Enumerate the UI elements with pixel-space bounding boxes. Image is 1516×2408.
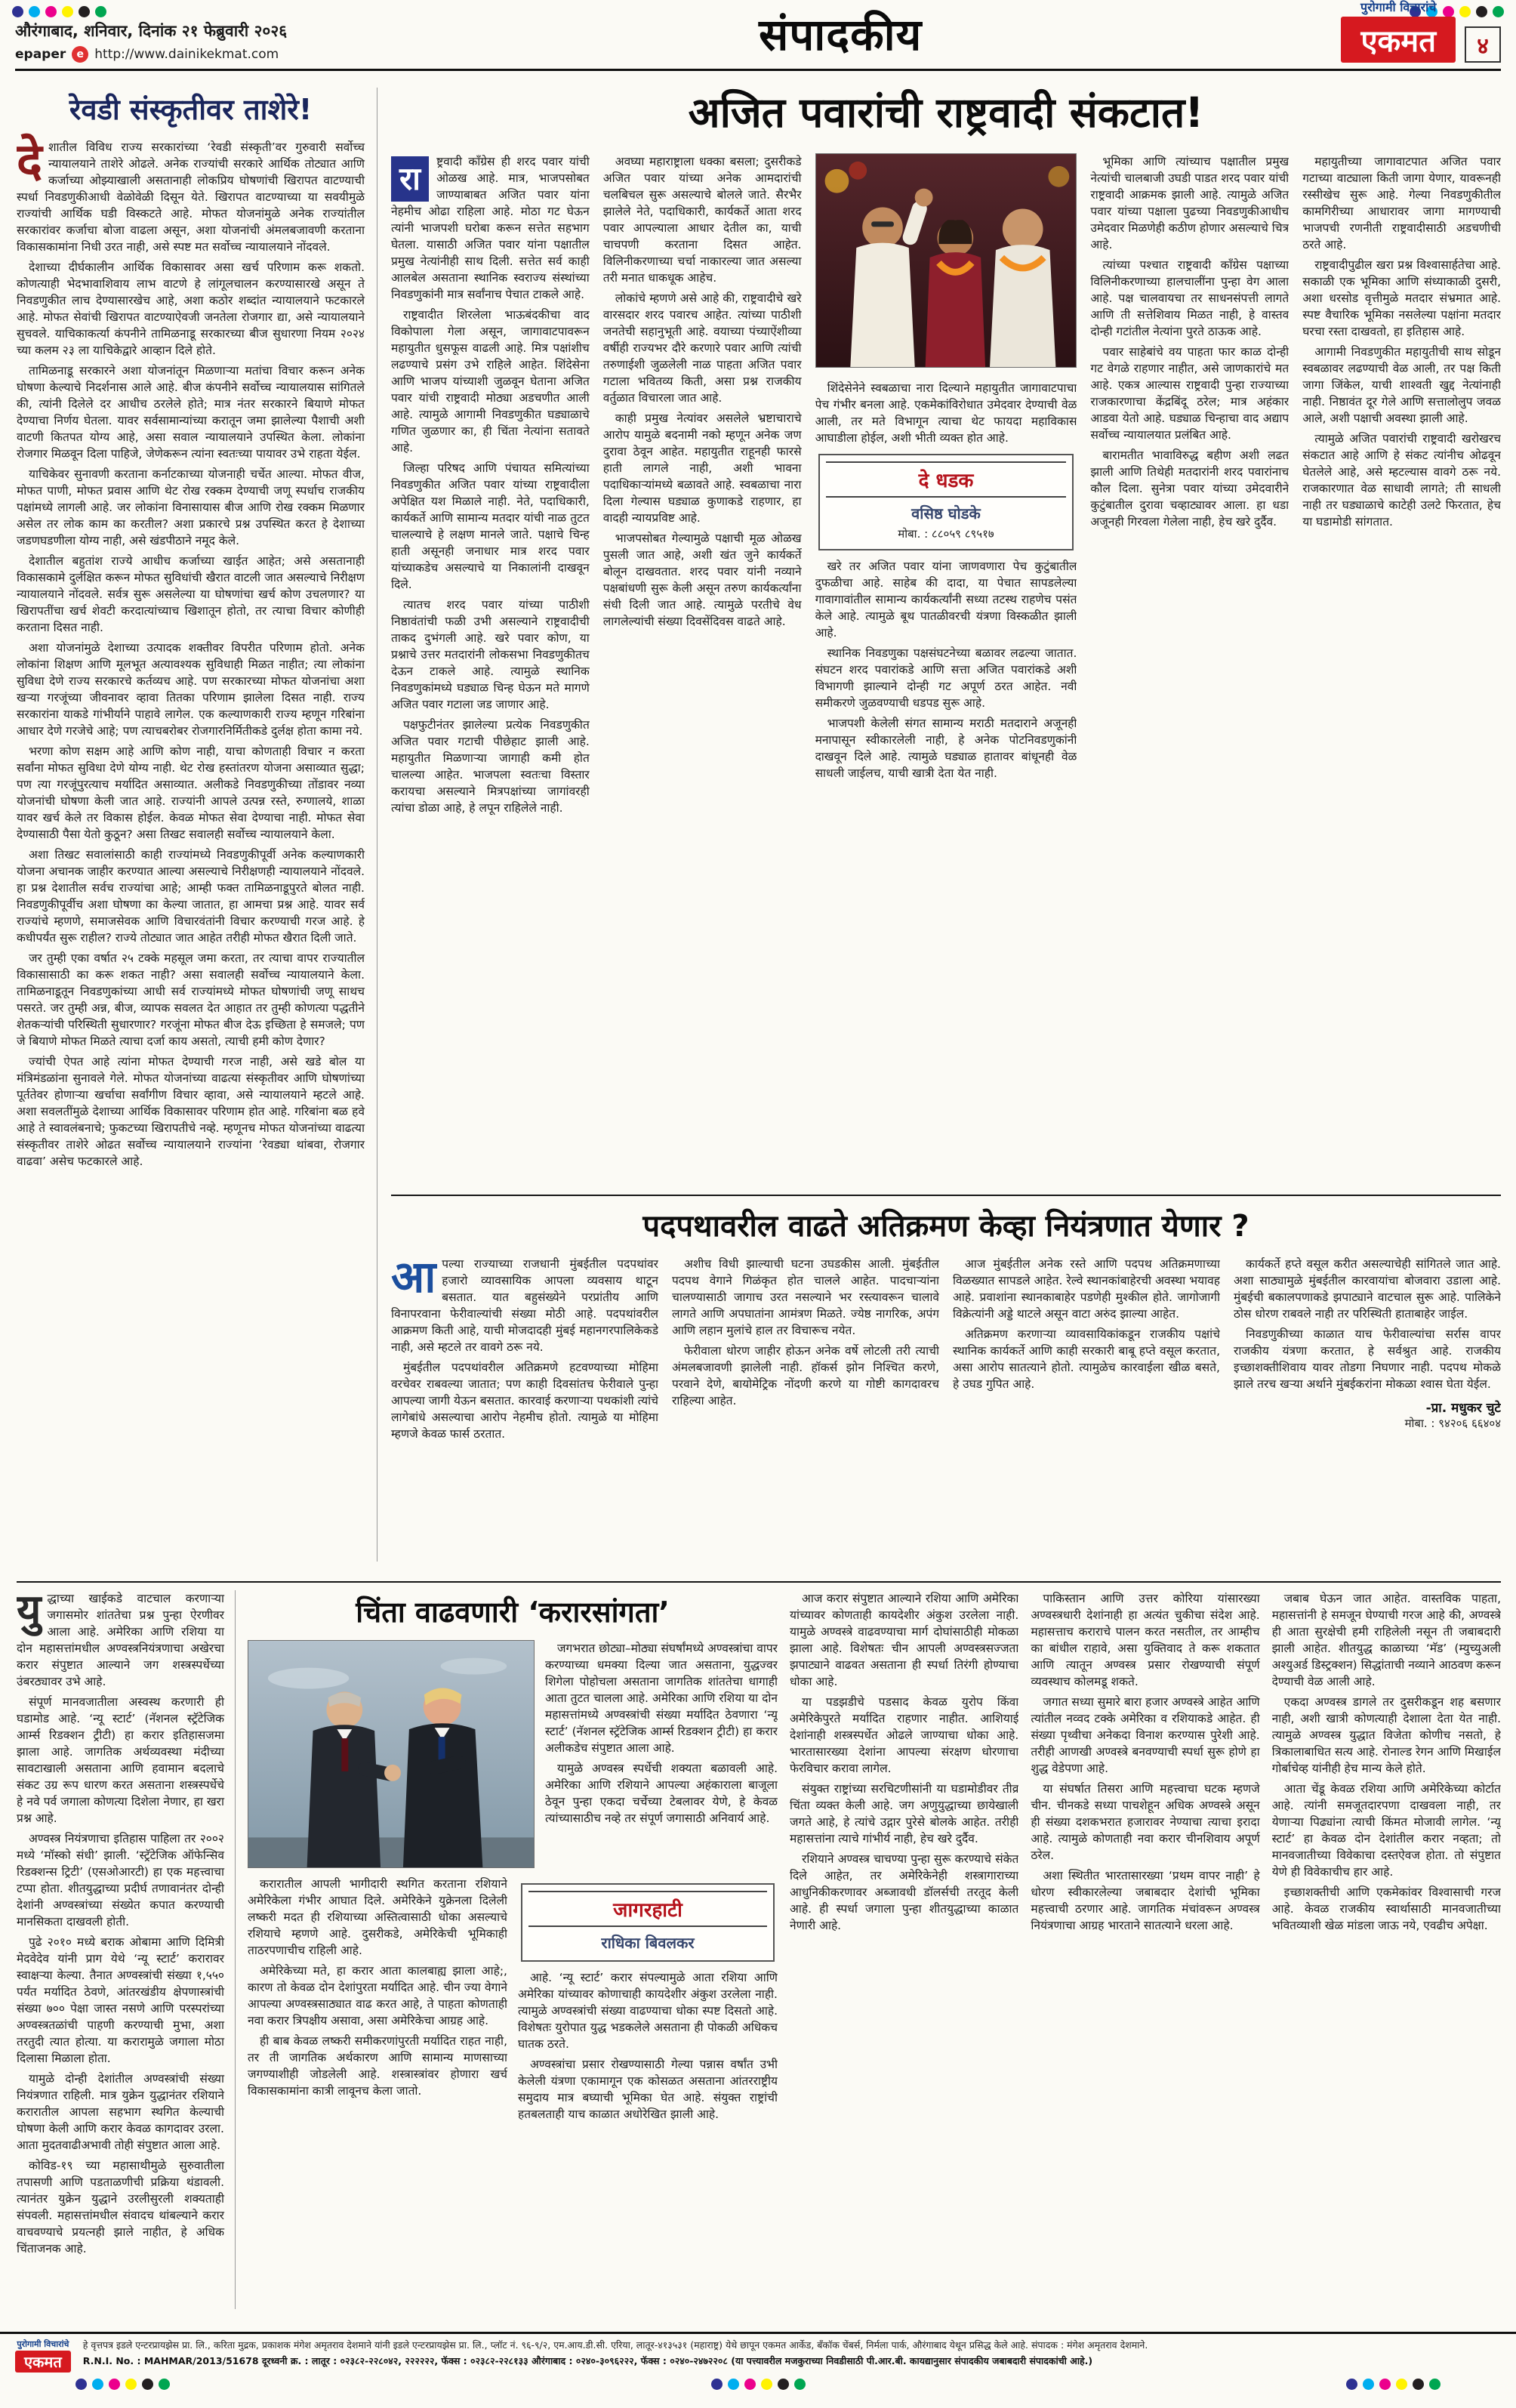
section-title: संपादकीय [759, 9, 923, 60]
body-paragraph: भूमिका आणि त्यांच्याच पक्षातील प्रमुख नेत्यांची चालबाजी उघडी पाडत शरद पवार यांची राष्ट्रवादी आक्रमक झाली आहे. त्यामुळे अजित पवार यांच्या पक्षाला पुढच्या निवडणुकीआधीच उमेदवार मिळणेही कठीण होणार असल्याचे चित्र आहे. [1090, 155, 1290, 251]
body-paragraph: अण्वस्त्रांचा प्रसार रोखण्यासाठी गेल्या पन्नास वर्षांत उभी केलेली यंत्रणा एकामागून एक कोसळत असताना आंतरराष्ट्रीय समुदाय मात्र बघ्याची भूमिका घेत आहे. संयुक्त राष्ट्रांची हतबलताही याच काळात अधोरेखित झाली आहे. [518, 2058, 778, 2121]
registration-dot [12, 6, 23, 17]
body-paragraph: देशाच्या दीर्घकालीन आर्थिक विकासावर असा खर्च परिणाम करू शकतो. कोणत्याही भेदभावाशिवाय लाभ वाटणे हे लांगूलचालन करण्यासारखे असून ते निवडणुकीत लाच देण्यासारखेच आहे, अशा कठोर शब्दांत न्यायालयाने फटकारले आहे. मोफत सेवांची खिरापत वाटण्याऐवजी जनतेला रोजगार द्या, असे न्यायालयाने सुचवले. याचिकाकर्त्या कंपनीने तामिळनाडू सरकारच्या बीज सुधारणा नियम २०२४ च्या कलम २३ ला याचिकेद्वारे आव्हान दिले होते. [17, 261, 365, 357]
footer-registration-row [15, 2379, 1501, 2390]
article-headline: पदपथावरील वाढते अतिक्रमण केव्हा नियंत्रणात येणार ? [642, 1209, 1249, 1244]
epaper-row [15, 46, 340, 63]
lead-paragraph [17, 1590, 224, 1690]
lead-text: पल्या राज्याच्या राजधानी मुंबईतील पदपथांवर हजारो व्यावसायिक आपला व्यवसाय थाटून बसतात. यात बहुसंख्येने परप्रांतीय आणि विनापरवाना फेरीवाल्यांची संख्या मोठी आहे. पदपथांवरील आक्रमण किती आहे, याची मोजदादही मुंबई महानगरपालिकेकडे नाही, असे म्हटले तर वावगे ठरू नये. [391, 1257, 658, 1354]
column-paragraphs [1031, 1590, 1259, 1934]
column-paragraphs [248, 1876, 507, 2099]
article-body [17, 134, 365, 1170]
registration-dot [45, 6, 57, 17]
registration-dot [62, 6, 73, 17]
byline: -प्रा. मधुकर चुटे [1425, 1401, 1501, 1416]
article-ajit-pawar-ncp [391, 83, 1501, 1173]
footer-brand [15, 2339, 71, 2373]
column-title: जागरहाटी [528, 1891, 767, 1927]
column-paragraphs [1090, 153, 1289, 530]
drop-cap: यु [17, 1590, 42, 1635]
registration-dot [778, 2379, 789, 2390]
body-paragraph: पुढे २०१० मध्ये बराक ओबामा आणि दिमित्री मेदवेदेव यांनी प्राग येथे ‘न्यू स्टार्ट’ करारावर स्वाक्षऱ्या केल्या. तैनात अण्वस्त्रांची संख्या १,५५० पर्यंत मर्यादित ठेवणे, आंतरखंडीय क्षेपणास्त्रांची संख्या ७०० पेक्षा जास्त नसणे आणि परस्परांच्या अण्वस्त्रतळांची पाहणी करण्याची मुभा, अशा तरतुदी त्यात होत्या. या करारामुळे जगाला मोठा दिलासा मिळाला होता. [17, 1935, 224, 2065]
article-body-column [790, 1590, 1018, 2309]
column-paragraphs [391, 307, 590, 816]
body-paragraph: आगामी निवडणुकीत महायुतीची साथ सोडून स्वबळावर लढण्याची वेळ आली, तर पक्ष किती जागा जिंकेल, याची शाश्वती खुद्द नेत्यांनाही नाही. निष्ठावंत दूर गेले आणि सत्तालोलुप जवळ आले, अशी पक्षाची अवस्था झाली आहे. [1302, 345, 1501, 425]
newspaper-brand [1341, 0, 1456, 63]
body-paragraph: फेरीवाला धोरण जाहीर होऊन अनेक वर्षे लोटली तरी त्याची अंमलबजावणी झालेली नाही. हॉकर्स झोन निश्चित करणे, परवाने देणे, बायोमेट्रिक नोंदणी करणे या गोष्टी कागदावरच राहिल्या आहेत. [672, 1344, 939, 1407]
lead-text: शातील विविध राज्य सरकारांच्या ‘रेवडी संस्कृती’वर गुरुवारी सर्वोच्च न्यायालयाने ताशेरे ओढले. अनेक राज्यांची सरकारे आर्थिक तोट्यात आणि कर्जाच्या ओझ्याखाली असतानाही लोकप्रिय घोषणांची खिरापत वाटण्याची स्पर्धा निवडणुकीआधी वेळोवेळी दिसून येते. खिरापत वाटण्याच्या या सवयीमुळे राज्यांची आर्थिक घडी विस्कटते आहे. मोफत योजनांमुळे अनेक राज्यांतील सरकारांवर कर्जाचा बोजा वाढला असून, अशा योजनांची अंमलबजावणी करताना विकासकामांना निधी उरत नाही, असे स्पष्ट मत सर्वोच्च न्यायालयाने नोंदवले. [17, 140, 365, 254]
body-paragraph: इच्छाशक्तीची आणि एकमेकांवर विश्वासाची गरज आहे. केवळ राजकीय स्वार्थासाठी मानवजातीच्या भवितव्याशी खेळ मांडला जाऊ नये, एवढीच अपेक्षा. [1271, 1885, 1501, 1932]
body-paragraph: त्यामुळे अजित पवारांची राष्ट्रवादी खरोखरच संकटात आहे आणि हे संकट त्यांनीच ओढवून घेतलेले आहे, असे म्हटल्यास वावगे ठरू नये. राजकारणात वेळ साधावी लागते; ती साधली नाही तर घड्याळाचे काटेही उलटे फिरतात, हेच या घडामोडी सांगतात. [1302, 432, 1501, 529]
registration-dot [75, 2379, 87, 2390]
body-paragraph: स्थानिक निवडणुका पक्षसंघटनेच्या बळावर लढल्या जातात. संघटन शरद पवारांकडे आणि सत्ता अजित पवारांकडे अशी विभागणी झाल्याने दोन्ही गट अपूर्ण ठरत आहेत. नवी समीकरणे जुळवण्याची धडपड सुरू आहे. [815, 646, 1077, 710]
body-paragraph: याचिकेवर सुनावणी करताना कर्नाटकाच्या योजनाही चर्चेत आल्या. मोफत वीज, मोफत पाणी, मोफत प्रवास आणि थेट रोख रक्कम देण्याची जणू स्पर्धाच राजकीय पक्षांमध्ये लागली आहे. जर लोकांना विनासायास बीज आणि रोख रक्कम मिळणार असेल तर लोक काम का करतील? अशा प्रकारचे प्रश्न उपस्थित करत हे देशाच्या जडणघडणीला योग्य नाही, असे खंडपीठाने नमूद केले. [17, 467, 365, 547]
article-headline: रेवडी संस्कृतीवर ताशेरे! [69, 93, 313, 126]
byline-mobile: मोबा. : ९४२०६ ६६४०४ [1404, 1417, 1501, 1430]
columnist-box [521, 1883, 775, 1962]
body-paragraph: लोकांचे म्हणणे असे आहे की, राष्ट्रवादीचे खरे वारसदार शरद पवारच आहेत. त्यांच्या पाठीशी जनतेची सहानुभूती आहे. वयाच्या पंच्याऐंशीव्या वर्षीही राज्यभर दौरे करणारे पवार आणि त्यांची तरुणाईशी जुळलेली नाळ पाहता अजित पवार गटाला भवितव्य किती, असा प्रश्न राजकीय वर्तुळात विचारला जात आहे. [602, 291, 802, 405]
article-body-column [17, 1590, 236, 2309]
body-paragraph: महायुतीच्या जागावाटपात अजित पवार गटाच्या वाट्याला किती जागा येणार, यावरूनही रस्सीखेच सुरू आहे. गेल्या निवडणुकीतील कामगिरीच्या आधारावर जागा मागण्याची भाजपची रणनीती राष्ट्रवादीसाठी अडचणीची ठरते आहे. [1302, 155, 1501, 251]
registration-dot [109, 2379, 120, 2390]
epaper-label: epaper [15, 47, 66, 62]
body-paragraph: त्यातच शरद पवार यांच्या पाठीशी निष्ठावंतांची फळी उभी असल्याने राष्ट्रवादीची ताकद दुभंगली आहे. खरे पवार कोण, या प्रश्नाचे उत्तर मतदारांनी लोकसभा निवडणुकीतच देऊन टाकले आहे. त्यामुळे स्थानिक निवडणुकांमध्ये घड्याळ चिन्ह घेऊन मते मागणे अजित पवार गटाला जड जाणार आहे. [391, 598, 590, 711]
body-paragraph: बारामतीत भावाविरुद्ध बहीण अशी लढत झाली आणि तिथेही मतदारांनी शरद पवारांनाच कौल दिला. सुनेत्रा पवार यांच्या उमेदवारीने कुटुंबातील दुरावा चव्हाट्यावर आला. हा धडा अजूनही गिरवला गेलेला नाही, हेच खरे दुर्दैव. [1090, 449, 1290, 529]
body-paragraph: आता चेंडू केवळ रशिया आणि अमेरिकेच्या कोर्टात आहे. त्यांनी समजूतदारपणा दाखवला नाही, तर येणाऱ्या पिढ्यांना त्याची किंमत मोजावी लागेल. ‘न्यू स्टार्ट’ हा केवळ दोन देशांतील करार नव्हता; तो मानवजातीच्या विवेकाचा दस्तऐवज होता. तो संपुष्टात येणे ही विवेकाचीच हार आहे. [1271, 1782, 1501, 1879]
print-registration-marks [1346, 2379, 1441, 2390]
article-body-column [248, 1876, 507, 2321]
column-paragraphs [1234, 1256, 1501, 1392]
body-paragraph: रशियाने अण्वस्त्र चाचण्या पुन्हा सुरू करण्याचे संकेत दिले आहेत, तर अमेरिकेनेही शस्त्रागाराच्या आधुनिकीकरणावर अब्जावधी डॉलर्सची तरतूद केली आहे. ही स्पर्धा जगाला पुन्हा शीतयुद्धाच्या काळात नेणारी आहे. [790, 1852, 1019, 1932]
lead-text: ष्ट्रवादी काँग्रेस ही शरद पवार यांची ओळख आहे. मात्र, भाजपसोबत जाण्याबाबत अजित पवार यांना नेहमीच ओढा राहिला आहे. मोठा गट घेऊन त्यांनी भाजपशी घरोबा करून सत्तेत सहभाग घेतला. यासाठी अजित पवार यांना पक्षातील प्रमुख नेत्यांनीही साथ दिली. सत्तेत सर्व काही आलबेल असताना स्थानिक स्वराज्य संस्थांच्या निवडणुकांनी मात्र सर्वांनाच पेचात टाकले आहे. [391, 155, 590, 301]
article-headline: अजित पवारांची राष्ट्रवादी संकटात! [688, 88, 1204, 137]
lead-paragraph [17, 134, 365, 255]
article-body-column [1272, 1590, 1501, 2309]
article-body-column [1302, 153, 1501, 1170]
column-title: दे धडक [826, 461, 1067, 498]
article-body [17, 1590, 1501, 2309]
brand-tagline: पुरोगामी विचारांचे [17, 2339, 69, 2349]
columnist-mobile: मोबा. : ८८०५९ ८९५१७ [898, 527, 994, 541]
column-paragraphs [953, 1256, 1220, 1392]
body-paragraph: खरे तर अजित पवार यांना जाणवणारा पेच कुटुंबातील दुफळीचा आहे. साहेब की दादा, या पेचात सापडलेल्या गावागावांतील सामान्य कार्यकर्त्यांनी सध्या तटस्थ राहणेच पसंत केले आहे. त्यामुळे बूथ पातळीवरची यंत्रणा विस्कळीत झाली आहे. [815, 560, 1077, 640]
column-paragraphs [672, 1256, 939, 1409]
body-paragraph: अतिक्रमण करणाऱ्या व्यावसायिकांकडून राजकीय पक्षांचे स्थानिक कार्यकर्ते आणि काही सरकारी बाबू हप्ते वसूल करतात, असा आरोप सातत्याने होतो. त्यामुळेच कारवाईला खीळ बसते, हे उघड गुपित आहे. [953, 1327, 1220, 1391]
article-body [391, 153, 1501, 1170]
print-registration-marks [12, 6, 106, 17]
body-paragraph: संयुक्त राष्ट्रांच्या सरचिटणीसांनी या घडामोडीवर तीव्र चिंता व्यक्त केली आहे. जग अणुयुद्धाच्या छायेखाली जगते आहे, हे त्यांचे उद्गार पुरेसे बोलके आहेत. तरीही महासत्तांना त्याचे गांभीर्य नाही, हेच खरे दुर्दैव. [790, 1782, 1019, 1845]
drop-cap: दे [17, 134, 42, 190]
lead-paragraph [391, 1256, 658, 1355]
body-paragraph: करारातील आपली भागीदारी स्थगित करताना रशियाने अमेरिकेला गंभीर आघात दिले. अमेरिकेने युक्रेनला दिलेली लष्करी मदत ही रशियाच्या अस्तित्वासाठी धोका असल्याचे रशियाचे म्हणणे आहे. दुसरीकडे, अमेरिकेची भूमिकाही ताठरपणाचीच राहिली आहे. [248, 1877, 507, 1957]
article-body-column [815, 374, 1077, 1170]
article-body-column [17, 259, 365, 1170]
body-paragraph: राष्ट्रवादीपुढील खरा प्रश्न विश्वासार्हतेचा आहे. सकाळी एक भूमिका आणि संध्याकाळी दुसरी, अशा धरसोड वृत्तीमुळे मतदार संभ्रमात आहे. स्पष्ट वैचारिक भूमिका नसलेल्या पक्षांना मतदार घरचा रस्ता दाखवतो, हा इतिहास आहे. [1302, 258, 1501, 338]
body-paragraph: आज मुंबईतील अनेक रस्ते आणि पदपथ अतिक्रमणाच्या विळख्यात सापडले आहेत. रेल्वे स्थानकांबाहेरची अवस्था भयावह आहे. प्रवाशांना स्थानकाबाहेर पडणेही मुश्कील होते. जागोजागी विक्रेत्यांनी अड्डे थाटले असून वाटा अरुंद झाल्या आहेत. [953, 1257, 1220, 1321]
column-paragraphs [518, 1969, 778, 2123]
registration-dot [1429, 2379, 1441, 2390]
article-treaty-expiry [17, 1581, 1501, 2321]
body-paragraph: जिल्हा परिषद आणि पंचायत समित्यांच्या निवडणुकीत अजित पवार यांच्या राष्ट्रवादीला अपेक्षित यश मिळाले नाही. नेते, पदाधिकारी, कार्यकर्ते आणि सामान्य मतदार यांची नाळ तुटत चालल्याचे हे लक्षण मानले जाते. पक्षाचे चिन्ह हाती असूनही जनाधार मात्र शरद पवार यांच्याकडेच असल्याचे या निकालांनी दाखवून दिले. [391, 461, 590, 591]
article-headline: चिंता वाढवणारी ‘करारसांगता’ [356, 1596, 670, 1629]
masthead-right [1341, 0, 1501, 63]
body-paragraph: ही बाब केवळ लष्करी समीकरणांपुरती मर्यादित राहत नाही, तर ती जागतिक अर्थकारण आणि सामान्य माणसाच्या जगण्याशीही जोडलेली आहे. शस्त्रास्त्रांवर होणारा खर्च विकासकामांना कात्री लावूनच केला जातो. [248, 2034, 507, 2098]
article-body-column [518, 1876, 778, 2321]
registration-dot [125, 2379, 137, 2390]
body-paragraph: त्यांच्या पश्चात राष्ट्रवादी काँग्रेस पक्षाच्या विलिनीकरणाच्या हालचालींना पुन्हा वेग आला आहे. पक्ष चालवायचा तर साधनसंपत्ती लागते आणि ती सत्तेशिवाय मिळत नाही, हे वास्तव दोन्ही गटांतील नेत्यांना पुरते ठाऊक आहे. [1090, 258, 1290, 338]
masthead-left [15, 20, 340, 63]
registration-dot [1413, 2379, 1424, 2390]
page-number: ४ [1465, 26, 1501, 63]
body-paragraph: जगभरात छोट्या–मोठ्या संघर्षांमध्ये अण्वस्त्रांचा वापर करण्याच्या धमक्या दिल्या जात असताना, युद्धज्वर शिगेला पोहोचला असताना जागतिक शांततेचा धागाही आता तुटत चालला आहे. अमेरिका आणि रशिया या दोन महासत्तांमध्ये अण्वस्त्रांची संख्या मर्यादित ठेवणारा ‘न्यू स्टार्ट’ (नॅशनल स्ट्रॅटेजिक आर्म्स रिडक्शन ट्रीटी) हा करार अलीकडेच संपुष्टात आला आहे. [545, 1642, 778, 1755]
body-paragraph: पक्षफुटीनंतर झालेल्या प्रत्येक निवडणुकीत अजित पवार गटाची पीछेहाट झाली आहे. महायुतीत मिळणाऱ्या जागाही कमी होत चालल्या आहेत. भाजपला स्वतःचा विस्तार करायचा असल्याने मित्रपक्षांच्या जागांवरही त्यांचा डोळा आहे, हे लपून राहिलेले नाही. [391, 718, 590, 815]
print-registration-marks [75, 2379, 170, 2390]
registration-dot [761, 2379, 772, 2390]
body-paragraph: अशीच विधी झाल्याची घटना उघडकीस आली. मुंबईतील पदपथ वेगाने गिळंकृत होत चालले आहेत. पादचाऱ्यांना चालण्यासाठी जागाच उरत नसल्याने भर रस्त्यावरून चालावे लागते आणि अपघातांना आमंत्रण मिळते. ज्येष्ठ नागरिक, अपंग आणि लहान मुलांचे हाल तर विचारूच नयेत. [672, 1257, 939, 1337]
lead-text: द्धाच्या खाईकडे वाटचाल करणाऱ्या जगासमोर शांततेचा प्रश्न पुन्हा ऐरणीवर आला आहे. अमेरिका आणि रशिया या दोन महासत्तांमधील अण्वस्त्रनियंत्रणाचा अखेरचा करार संपुष्टात आल्याने जग शस्त्रस्पर्धेच्या उंबरठ्यावर उभे आहे. [17, 1592, 224, 1688]
body-paragraph: मुंबईतील पदपथांवरील अतिक्रमणे हटवण्याच्या मोहिमा वरचेवर राबवल्या जातात; पण काही दिवसांतच फेरीवाले पुन्हा आपल्या जागी येऊन बसतात. कारवाई करणाऱ्या पथकांशी त्यांचे लागेबांधे असल्याचा आरोप नेहमीच होतो. त्यामुळे या मोहिमा म्हणजे केवळ फार्स ठरतात. [391, 1361, 658, 1441]
article-body-column [953, 1256, 1220, 1549]
columnist-box [818, 454, 1074, 550]
ncp-leaders-photo-graphic [816, 154, 1077, 367]
body-paragraph: या पडझडीचे पडसाद केवळ युरोप किंवा अमेरिकेपुरते मर्यादित राहणार नाहीत. आशियाई देशांनाही शस्त्रस्पर्धेत ओढले जाण्याचा धोका आहे. भारतासारख्या देशांना आपल्या संरक्षण धोरणाचा फेरविचार करावा लागेल. [790, 1695, 1019, 1775]
lead-paragraph [391, 153, 590, 303]
date-line: औरंगाबाद, शनिवार, दिनांक २१ फेब्रुवारी २०२६ [15, 22, 288, 40]
registration-dot [1363, 2379, 1374, 2390]
article-right-region [790, 1590, 1501, 2309]
registration-dot [1379, 2379, 1391, 2390]
imprint-row [15, 2339, 1501, 2373]
brand-logo: एकमत [15, 2351, 71, 2373]
brand-logo: एकमत [1341, 17, 1456, 63]
registration-dot [142, 2379, 153, 2390]
article-body-column [1031, 1590, 1259, 2309]
body-paragraph: जबाब घेऊन जात आहेत. वास्तविक पाहता, महासत्तांनी हे समजून घेण्याची गरज आहे की, अण्वस्त्रे ही आता सुरक्षेची हमी राहिलेली नसून ती जबाबदारी झाली आहेत. शीतयुद्ध काळाच्या ‘मॅड’ (म्युच्युअली अश्युअर्ड डिस्ट्रक्शन) सिद्धांताची नव्याने आठवण करून देण्याची वेळ आली आहे. [1271, 1592, 1501, 1688]
body-paragraph: या संघर्षात तिसरा आणि महत्त्वाचा घटक म्हणजे चीन. चीनकडे सध्या पाचशेहून अधिक अण्वस्त्रे असून ही संख्या दशकभरात हजारावर नेण्याचा त्याचा इरादा आहे. त्यामुळे कोणताही नवा करार चीनशिवाय अपूर्ण ठरेल. [1031, 1782, 1260, 1862]
brand-tagline: पुरोगामी विचारांचे [1360, 0, 1437, 14]
imprint-line: हे वृत्तपत्र इडले एन्टरप्रायझेस प्रा. लि., करिता मुद्रक, प्रकाशक मंगेश अमृतराव देशमाने यांनी इडले एन्टरप्रायझेस प्रा. लि., प्लॉट नं. ९६-९/२, एम.आय.डी.सी. एरिया, लातूर-४१३५३१ (महाराष्ट्र) येथे छापून एकमत आर्केड, बँकॉक चेंबर्स, निर्मला पार्क, औरंगाबाद येथून प्रसिद्ध केले आहे. संपादक : मंगेश अमृतराव देशमाने. [82, 2339, 1148, 2351]
article-body-column [391, 153, 590, 1170]
website-link[interactable]: http://www.dainikekmat.com [94, 47, 279, 62]
putin-trump-photo-graphic [248, 1641, 534, 1867]
article-body-column [1090, 153, 1289, 1170]
page-footer [0, 2332, 1516, 2408]
imprint-text-block [83, 2339, 1501, 2367]
registration-dot [159, 2379, 170, 2390]
body-paragraph: अमेरिकेच्या मते, हा करार आता कालबाह्य झाला आहे;, कारण तो केवळ दोन देशांपुरता मर्यादित आहे. चीन ज्या वेगाने आपल्या अण्वस्त्रसाठ्यात वाढ करत आहे, ते पाहता कोणताही नवा करार त्रिपक्षीय असावा, असा अमेरिकेचा आग्रह आहे. [248, 1964, 507, 2027]
body-paragraph: यामुळे अण्वस्त्र स्पर्धेची शक्यता बळावली आहे. अमेरिका आणि रशियाने आपल्या अहंकाराला बाजूला ठेवून पुन्हा एकदा चर्चेच्या टेबलावर येणे, हे केवळ त्यांच्यासाठीच नव्हे तर संपूर्ण जगासाठी अनिवार्य आहे. [545, 1762, 778, 1825]
print-registration-marks [711, 2379, 806, 2390]
column-paragraphs [1272, 1590, 1501, 1934]
registration-dot [728, 2379, 739, 2390]
registration-dot [744, 2379, 756, 2390]
registration-dot [794, 2379, 806, 2390]
below-photo-region [248, 1876, 778, 2321]
article-middle-region [248, 1590, 778, 2309]
body-paragraph: भरणा कोण सक्षम आहे आणि कोण नाही, याचा कोणताही विचार न करता सर्वांना मोफत सुविधा देणे योग्य नाही. थेट रोख हस्तांतरण योजना असाव्यात सुद्धा; पण त्या गरजूंपुरत्याच मर्यादित असाव्यात. अलीकडे निवडणुकीच्या तोंडावर नव्या योजनांची घोषणा केली जात आहे. राज्यांनी आपले उत्पन्न रस्ते, रुग्णालये, शाळा यावर खर्च केले तर विकास होईल. केवळ मोफत सेवा देण्याचा नाही. मोफत सेवा देण्यासाठी पैसा येतो कुठून? असा तिखट सवालही सर्वोच्च न्यायालयाने केला. [17, 745, 365, 841]
column-paragraphs [790, 1590, 1018, 1934]
body-paragraph: संपूर्ण मानवजातीला अस्वस्थ करणारी ही घडामोड आहे. ‘न्यू स्टार्ट’ (नॅशनल स्ट्रॅटेजिक आर्म्स रिडक्शन ट्रीटी) हा करार इतिहासजमा झाला आहे. जागतिक अर्थव्यवस्था मंदीच्या सावटाखाली असताना आणि हवामान बदलाचे संकट उग्र रूप धारण करत असताना शस्त्रस्पर्धेचे हे नवे पर्व जगाला कोणत्या दिशेला नेणार, हा खरा प्रश्न आहे. [17, 1695, 224, 1825]
body-paragraph: जर तुम्ही एका वर्षात २५ टक्के महसूल जमा करता, तर त्याचा वापर राज्यातील विकासासाठी का करू शकत नाही? असा सवालही सर्वोच्च न्यायालयाने केला. तामिळनाडूतून निवडणुकांच्या आधी सर्व राज्यांमध्ये मोफत घोषणांची जणू साथच पसरते. जर तुम्ही अन्न, बीज, व्यापक सवलत देत आहात तर तुम्ही कोणत्या पद्धतीने शेतकऱ्यांची परिस्थिती सुधारणार? गरजूंना मोफत बीज देऊ इच्छिता हे समजले; पण जे बियाणे मोफत मिळते त्याचा दर्जा काय असतो, त्याची हमी कोण देणार? [17, 951, 365, 1048]
column-paragraphs [17, 1694, 224, 2257]
article-body [391, 1256, 1501, 1549]
article-body-column [672, 1256, 939, 1549]
body-paragraph: निवडणुकीच्या काळात याच फेरीवाल्यांचा सर्रास वापर राजकीय यंत्रणा करतात, हे सर्वश्रुत आहे. राजकीय इच्छाशक्तीशिवाय यावर तोडगा निघणार नाही. पदपथ मोकळे झाले तरच खऱ्या अर्थाने मुंबईकरांना मोकळा श्वास घेता येईल. [1234, 1327, 1501, 1391]
body-paragraph: पाकिस्तान आणि उत्तर कोरिया यांसारख्या अण्वस्त्रधारी देशांनाही हा अत्यंत चुकीचा संदेश आहे. महासत्ताच कराराचे पालन करत नसतील, तर आम्हीच का बांधील राहावे, असा युक्तिवाद ते करू शकतात आणि त्यातून अण्वस्त्र प्रसार रोखण्याची संपूर्ण व्यवस्थाच कोलमडू शकते. [1031, 1592, 1260, 1688]
rni-line: R.N.I. No. : MAHMAR/2013/51678 दूरध्वनी क्र. : लातूर : ०२३८२-२२८०४२, २२२२२२, फॅक्स : ०२३८२-२२८१३३ औरंगाबाद : ०२४०-३०९६२२२, फॅक्स : ०२४०-२४७२२०८ (या पत्त्यावरील मजकुराच्या निवडीसाठी पी.आर.बी. कायद्यानुसार संपादकीय जबाबदारी संपादकांची आहे.) [82, 2355, 1093, 2367]
registration-dot [79, 6, 90, 17]
drop-cap: आ [391, 1256, 436, 1303]
article-body-column [603, 153, 802, 1170]
body-paragraph: एकदा अण्वस्त्र डागले तर दुसरीकडून शह बसणार नाही, अशी खात्री कोणत्याही देशाला देता येत नाही. त्यामुळे अण्वस्त्र युद्धात विजेता कोणीच नसतो, हे त्रिकालाबाधित सत्य आहे. रोनाल्ड रेगन आणि मिखाईल गोर्बाचेव्ह यांनीही हेच मान्य केले होते. [1271, 1695, 1501, 1775]
body-paragraph: आज करार संपुष्टात आल्याने रशिया आणि अमेरिका यांच्यावर कोणताही कायदेशीर अंकुश उरलेला नाही. यामुळे अण्वस्त्रे वाढवण्याचा मार्ग दोघांसाठीही मोकळा झाला आहे. विशेषतः चीन आपली अण्वस्त्रसज्जता झपाट्याने वाढवत असताना ही स्पर्धा तिरंगी होण्याचा धोका आहे. [790, 1592, 1019, 1688]
body-paragraph: भाजपसोबत गेल्यामुळे पक्षाची मूळ ओळख पुसली जात आहे, अशी खंत जुने कार्यकर्ते बोलून दाखवतात. शरद पवार यांनी नव्याने पक्षबांधणी सुरू केली असून तरुण कार्यकर्त्यांना संधी दिली जात आहे. त्यामुळे परतीचे वेध लागलेल्यांची संख्या दिवसेंदिवस वाढते आहे. [602, 532, 802, 628]
registration-dot [95, 6, 106, 17]
registration-dot [711, 2379, 723, 2390]
epaper-icon: e [72, 46, 88, 63]
article-body-column [1234, 1256, 1501, 1549]
body-paragraph: राष्ट्रवादीत शिरलेला भाऊबंदकीचा वाद विकोपाला गेला असून, जागावाटपावरून महायुतीत धुसफूस वाढली आहे. मित्र पक्षांशीच लढण्याचे प्रसंग उभे राहिले आहेत. शिंदेसेना आणि भाजप यांच्याशी जुळवून घेताना अजित पवार यांची राष्ट्रवादी मोठ्या अडचणीत आली आहे. त्यामुळे आगामी निवडणुकीत घड्याळाचे गणित जुळणार का, ही चिंता नेत्यांना सतावते आहे. [391, 308, 590, 455]
body-paragraph: काही प्रमुख नेत्यांवर असलेले भ्रष्टाचाराचे आरोप यामुळे बदनामी नको म्हणून अनेक जण दुरावा ठेवून आहेत. महायुतीत राहूनही फारसे हाती लागले नाही, अशी भावना पदाधिकाऱ्यांमध्ये बळावते आहे. स्वबळाचा नारा दिला गेल्यास घड्याळ कुणाकडे राहणार, हा वादही न्यायप्रविष्ट आहे. [602, 412, 802, 525]
article-body-column [391, 1256, 658, 1549]
body-paragraph: तामिळनाडू सरकारने अशा योजनांतून मिळणाऱ्या मतांचा विचार करून अनेक घोषणा केल्याचे निदर्शनास आले आहे. बीज कंपनीने सर्वोच्च न्यायालयास सांगितले की, त्यांनी दिलेले दर आधीच ठरलेले होते; मात्र नंतर सरकारने बियाणे मोफत देण्याचा निर्णय घेतला. यावर सर्वसामान्यांच्या करातून जमा झालेल्या पैशाची अशी वाटणी कितपत योग्य आहे, असा सवाल न्यायालयाने उपस्थित केला. लोकांना रोजगार मिळवून दिला पाहिजे, जेणेकरून त्यांना स्वतःच्या पायावर उभे राहता येईल. [17, 364, 365, 461]
body-paragraph: ज्यांची ऐपत आहे त्यांना मोफत देण्याची गरज नाही, असे खडे बोल या मंत्रिमंडळांना सुनावले गेले. मोफत योजनांच्या वाढत्या संस्कृतीवर आणि घोषणांच्या पूर्ततेवर होणाऱ्या खर्चाचा सर्वांगीण विचार व्हावा, असे न्यायालयाने म्हटले आहे. अशा सवलतींमुळे देशाच्या आर्थिक विकासावर परिणाम होत आहे. गरिबांना बळ हवे आहे ते स्वावलंबनाचे; फुकटच्या खिरापतीचे नव्हे. म्हणूनच मोफत योजनांच्या वाढत्या संस्कृतीवर ताशेरे ओढत सर्वोच्च न्यायालयाने राज्यांना ‘रेवड्या थांबवा, रोजगार वाढवा’ असेच फटकारले आहे. [17, 1055, 365, 1168]
column-paragraphs [815, 380, 1077, 446]
article-revdi-culture [17, 88, 377, 1562]
columnist-name: वसिष्ठ घोडके [911, 504, 981, 523]
body-paragraph: अशा स्थितीत भारतासारख्या ‘प्रथम वापर नाही’ हे धोरण स्वीकारलेल्या जबाबदार देशांची भूमिका महत्त्वाची ठरणार आहे. जागतिक मंचांवरून अण्वस्त्र नियंत्रणाचा आग्रह भारताने सातत्याने धरला आहे. [1031, 1869, 1260, 1932]
column-paragraphs [815, 558, 1077, 782]
column-paragraphs [545, 1640, 778, 1827]
body-paragraph: यामुळे दोन्ही देशांतील अण्वस्त्रांची संख्या नियंत्रणात राहिली. मात्र युक्रेन युद्धानंतर रशियाने करारातील आपला सहभाग स्थगित केल्याची घोषणा केली आणि करार केवळ कागदावर उरला. आता मुदतवाढीअभावी तोही संपुष्टात आला आहे. [17, 2072, 224, 2152]
body-paragraph: कोविड-१९ च्या महासाथीमुळे सुरुवातीला तपासणी आणि पडताळणीची प्रक्रिया थंडावली. त्यानंतर युक्रेन युद्धाने उरलीसुरली शक्यताही संपवली. महासत्तांमधील संवादच थांबल्याने करार वाचवण्याचे प्रयत्नही झाले नाहीत, हे अधिक चिंताजनक आहे. [17, 2159, 224, 2255]
registration-dot [1396, 2379, 1407, 2390]
body-paragraph: जगात सध्या सुमारे बारा हजार अण्वस्त्रे आहेत आणि त्यांतील नव्वद टक्के अमेरिका व रशियाकडे आहेत. ही संख्या पृथ्वीचा अनेकदा विनाश करण्यास पुरेशी आहे. तरीही आणखी अण्वस्त्रे बनवण्याची स्पर्धा सुरू होणे हा शुद्ध वेडेपणा आहे. [1031, 1695, 1260, 1775]
photo-row [248, 1640, 778, 1868]
registration-dot [1346, 2379, 1357, 2390]
body-paragraph: अशा तिखट सवालांसाठी काही राज्यांमध्ये निवडणुकीपूर्वी अनेक कल्याणकारी योजना अचानक जाहीर करण्यात आल्या असल्याचे निरीक्षणही न्यायालयाने नोंदवले. हा प्रश्न देशातील सर्वच राज्यांचा आहे; आम्ही फक्त तामिळनाडूपुरते बोलत नाही. निवडणुकीपूर्वीच अशा घोषणा का केल्या जातात, हा आमचा प्रश्न आहे. यावर सर्व राज्यांचे म्हणणे, समाजसेवक आणि विचारवंतांनी विचार करण्याची गरज आहे. हे कधीपर्यंत सुरू राहील? राज्ये तोट्यात जात आहेत तरीही मोफत खैरात दिली जाते. [17, 848, 365, 945]
body-paragraph: पवार साहेबांचे वय पाहता फार काळ दोन्ही गट वेगळे राहणार नाहीत, असे जाणकारांचे मत आहे. एकत्र आल्यास राष्ट्रवादी पुन्हा राज्याच्या राजकारणाचा केंद्रबिंदू ठरेल; मात्र अहंकार आडवा येतो आहे. घड्याळ चिन्हाचा वाद अद्याप सर्वोच्च न्यायालयात प्रलंबित आहे. [1090, 345, 1290, 442]
body-paragraph: आहे. ‘न्यू स्टार्ट’ करार संपल्यामुळे आता रशिया आणि अमेरिका यांच्यावर कोणाचाही कायदेशीर अंकुश उरलेला नाही. त्यामुळे अण्वस्त्रांची संख्या वाढण्याचा धोका स्पष्ट दिसतो आहे. विशेषतः युरोपात युद्ध भडकलेले असताना ही पोकळी अधिकच घातक ठरते. [518, 1971, 778, 2051]
columnist-name: राधिका बिवलकर [601, 1934, 695, 1952]
registration-dot [92, 2379, 103, 2390]
masthead [15, 0, 1501, 71]
putin-trump-handshake-photo [248, 1640, 535, 1868]
body-paragraph: शिंदेसेनेने स्वबळाचा नारा दिल्याने महायुतीत जागावाटपाचा पेच गंभीर बनला आहे. एकमेकांविरोधात उमेदवार देण्याची वेळ आली, तर मते विभागून त्याचा थेट फायदा महाविकास आघाडीला होईल, अशी भीती व्यक्त होत आहे. [815, 381, 1077, 445]
article-body-column [545, 1640, 778, 1868]
ncp-leaders-photo [815, 153, 1077, 368]
body-paragraph: भाजपशी केलेली संगत सामान्य मराठी मतदाराने अजूनही मनापासून स्वीकारलेली नाही, हे अनेक पोटनिवडणुकांनी दाखवून दिले आहे. त्यामुळे घड्याळ हातावर बांधूनही वेळ साधली जाईलच, याची खात्री देता येत नाही. [815, 717, 1077, 780]
column-paragraphs [1302, 153, 1501, 530]
body-paragraph: देशातील बहुतांश राज्ये आधीच कर्जाच्या खाईत आहेत; असे असतानाही विकासकामे दुर्लक्षित करून मोफत सुविधांची खैरात वाटली जात असल्याचे निरीक्षण न्यायालयाने नोंदवले. सर्वत्र सुरू असलेल्या या घोषणांचा खर्च कोण उचलणार? या खिरापतींचा खर्च शेवटी करदात्यांच्याच खिशातून होतो, तर त्याचा विचार कोणीही करताना दिसत नाही. [17, 554, 365, 634]
registration-dot [29, 6, 40, 17]
body-paragraph: अशा योजनांमुळे देशाच्या उत्पादक शक्तीवर विपरीत परिणाम होतो. अनेक लोकांना शिक्षण आणि मूलभूत अत्यावश्यक सुविधाही मिळत नाहीत; त्या लोकांना सुविधा देणे राज्य सरकारचे कर्तव्यच आहे. पण सरकारच्या मोफत योजनांचा अशा खऱ्या गरजूंच्या जीवनावर व्हावा तितका परिणाम झालेला दिसत नाही. राज्य सरकारांना याकडे गांभीर्याने पाहावे लागेल. एक कल्याणकारी राज्य म्हणून गरिबांना आधार देणे गरजेचे आहे; पण त्याचबरोबर रोजगारनिर्मितीकडे दुर्लक्ष होता कामा नये. [17, 641, 365, 738]
column-paragraphs [391, 1359, 658, 1442]
body-paragraph: अवघ्या महाराष्ट्राला धक्का बसला; दुसरीकडे अजित पवार यांच्या अनेक आमदारांची चलबिचल सुरू असल्याचे बोलले जाते. सैरभैर झालेले नेते, पदाधिकारी, कार्यकर्ते आता शरद पवार आपल्याला आधार देतील का, याची चाचपणी करताना दिसत आहेत. विलिनीकरणाच्या चर्चा नाकारल्या जात असल्या तरी मनात धाकधूक आहेच. [602, 155, 802, 285]
article-footpath-encroachment [391, 1195, 1501, 1565]
body-paragraph: अण्वस्त्र नियंत्रणाचा इतिहास पाहिला तर २००२ मध्ये ‘मॉस्को संधी’ झाली. ‘स्ट्रॅटेजिक ऑफेन्सिव रिडक्शन्स ट्रिटी’ (एसओआरटी) हा एक महत्त्वाचा टप्पा होता. शीतयुद्धाच्या प्रदीर्घ तणावानंतर दोन्ही देशांनी अण्वस्त्रांच्या संख्येत कपात करण्याची मानसिकता दाखवली होती. [17, 1832, 224, 1929]
column-paragraphs [603, 153, 802, 630]
drop-cap: रा [391, 156, 429, 202]
body-paragraph: कार्यकर्ते हप्ते वसूल करीत असल्याचेही सांगितले जात आहे. अशा साठ्यामुळे मुंबईतील कारवायांचा बोजवारा उडाला आहे. मुंबईची बकालपणाकडे झपाट्याने वाटचाल सुरू आहे. पालिकेने ठोस धोरण राबवले नाही तर परिस्थिती हाताबाहेर जाईल. [1234, 1257, 1501, 1321]
